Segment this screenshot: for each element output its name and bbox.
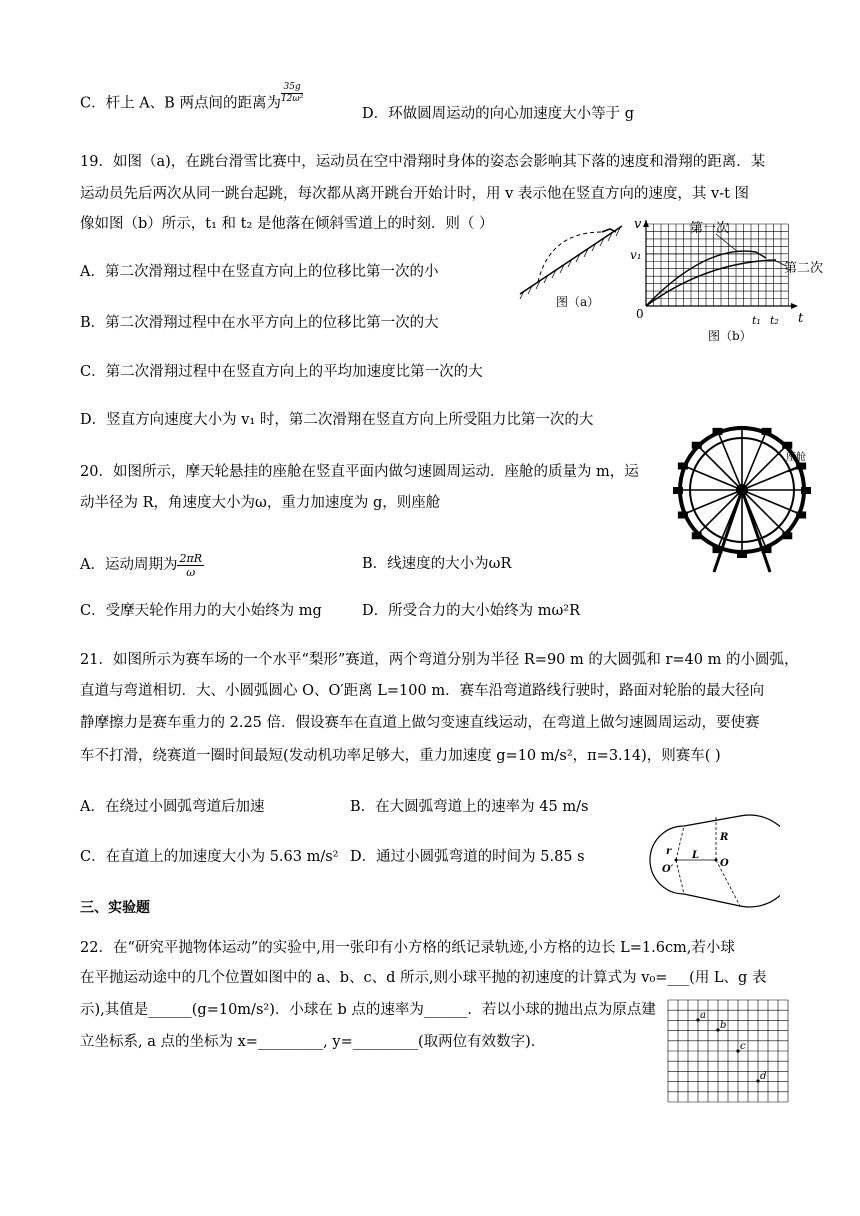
cabin (782, 532, 792, 539)
trajectory-point-label-c: c (740, 1041, 746, 1052)
cabin (678, 511, 688, 518)
cabin (761, 428, 771, 435)
first-leader (716, 234, 738, 252)
q22-stem-line4: 立坐标系, a 点的坐标为 x=_________, y=_________(取两位有效数字)． (80, 1034, 546, 1050)
cabin (737, 551, 747, 558)
q19-option-a: A．第二次滑翔过程中在竖直方向上的位移比第一次的小 (80, 264, 439, 280)
q21-option-a: A．在绕过小圆弧弯道后加速 (80, 799, 265, 815)
q20-stem-line2: 动半径为 R，角速度大小为ω，重力加速度为 g，则座舱 (80, 495, 441, 511)
projectile-grid-figure (666, 998, 792, 1106)
q18-option-d: D．环做圆周运动的向心加速度大小等于 g (362, 106, 635, 122)
wheel-spoke (742, 448, 784, 490)
q22-stem-line3: 示),其值是______(g=10m/s²)．小球在 b 点的速率为______．若以小球的抛出点为原点建 (80, 1002, 656, 1018)
ferris-wheel-figure (666, 426, 846, 576)
figure-b-caption: 图（b） (708, 329, 752, 343)
center-o-label: O (720, 858, 729, 869)
small-radius-line-2 (676, 860, 684, 894)
support-leg (742, 490, 770, 572)
cabin (737, 426, 747, 430)
q18-frac-numerator: 35g (281, 82, 303, 94)
trajectory-point-label-b: b (720, 1020, 727, 1031)
v-axis-label: v (634, 217, 642, 232)
trajectory-point-label-d: d (760, 1071, 767, 1082)
q20-option-c: C．受摩天轮作用力的大小始终为 mg (80, 603, 322, 619)
origin-label: 0 (636, 307, 644, 321)
big-center-dot (715, 859, 718, 862)
series-first-label: 第一次 (690, 221, 730, 236)
vt-graph-figure-b (626, 214, 836, 344)
q21-stem-line2: 直道与弯道相切．大、小圆弧圆心 O、O′距离 L=100 m．赛车沿弯道路线行驶时，路面对轮胎的最大径向 (80, 683, 765, 699)
wheel-spoke (700, 448, 742, 490)
q22-stem-line1: 22．在“研究平抛物体运动”的实验中,用一张印有小方格的纸记录轨迹,小方格的边长 L=1.6cm,若小球 (80, 940, 735, 956)
q20-option-a (80, 548, 204, 582)
q18-option-c-fraction (281, 82, 303, 105)
center-o-prime-label: O′ (662, 864, 674, 875)
small-center-dot (675, 859, 678, 862)
support-leg (714, 490, 742, 572)
flight-path (538, 232, 602, 282)
ferris-wheel (673, 426, 811, 572)
small-radius-line (676, 826, 684, 860)
section-heading: 三、实验题 (80, 900, 150, 916)
series-second-label: 第二次 (784, 261, 824, 276)
q18-option-c (80, 82, 304, 115)
q19-option-c: C．第二次滑翔过程中在竖直方向上的平均加速度比第一次的大 (80, 364, 483, 380)
q21-stem-line1: 21．如图所示为赛车场的一个水平“梨形”赛道，两个弯道分别为半径 R=90 m 的大圆弧和 r=40 m 的小圆弧， (80, 652, 799, 668)
pear-track-figure (640, 810, 780, 910)
q20-stem-line1: 20．如图所示，摩天轮悬挂的座舱在竖直平面内做匀速圆周运动．座舱的质量为 m，运 (80, 464, 639, 480)
cabin (673, 487, 683, 494)
cabin (692, 532, 702, 539)
t-axis-arrow (791, 303, 798, 309)
q18-frac-denominator: 12ω² (280, 94, 304, 104)
t1-label: t₁ (752, 314, 761, 327)
q19-stem-line2: 运动员先后两次从同一跳台起跳，每次都从离开跳台开始计时，用 v 表示他在竖直方向的速度，其 v-t 图 (80, 186, 750, 202)
q21-stem-line4: 车不打滑，绕赛道一圈时间最短(发动机功率足够大，重力加速度 g=10 m/s²，π=3.14)，则赛车( ) (80, 748, 721, 764)
q21-option-c: C．在直道上的加速度大小为 5.63 m/s² (80, 849, 339, 865)
q20-frac-denominator: ω (186, 565, 196, 579)
v-axis-arrow (643, 220, 649, 227)
cabin (678, 463, 688, 470)
skier-icon (602, 229, 616, 232)
q19-option-d: D．竖直方向速度大小为 v₁ 时，第二次滑翔在竖直方向上所受阻力比第一次的大 (80, 412, 594, 428)
q18-option-c-text: C．杆上 A、B 两点间的距离为 (80, 95, 281, 112)
t-axis-label: t (798, 311, 804, 326)
ski-jump-figure-a (510, 220, 630, 320)
q21-option-d: D．通过小圆弧弯道的时间为 5.85 s (350, 849, 585, 865)
cabin (801, 487, 811, 494)
t2-label: t₂ (770, 314, 779, 327)
big-radius-label: R (720, 832, 729, 843)
cabin (692, 442, 702, 449)
cabin-label: 座舱 (786, 452, 806, 463)
figure-a-caption: 图（a） (556, 295, 600, 309)
v1-label: v₁ (630, 248, 642, 262)
curve-second (646, 260, 776, 306)
q20-option-d: D．所受合力的大小始终为 mω²R (362, 603, 581, 619)
q19-stem-line1: 19．如图（a)，在跳台滑雪比赛中，运动员在空中滑翔时身体的姿态会影响其下落的速度和滑翔的距离．某 (80, 154, 766, 170)
q21-option-b: B．在大圆弧弯道上的速率为 45 m/s (350, 799, 589, 815)
cabin (782, 442, 792, 449)
q20-option-a-text: A．运动周期为 (80, 557, 178, 573)
q21-stem-line3: 静摩擦力是赛车重力的 2.25 倍．假设赛车在直道上做匀变速直线运动，在弯道上做匀速圆周运动，要使赛 (80, 715, 760, 731)
slope-hatching (520, 228, 620, 299)
q19-stem-line3: 像如图（b）所示，t₁ 和 t₂ 是他落在倾斜雪道上的时刻．则（ ） (80, 216, 494, 232)
graph-grid (646, 224, 789, 306)
cabin (713, 428, 723, 435)
q19-option-b: B．第二次滑翔过程中在水平方向上的位移比第一次的大 (80, 315, 439, 331)
slope-line (520, 226, 622, 294)
trajectory-point-label-a: a (700, 1010, 706, 1021)
cabin (796, 511, 806, 518)
q20-option-b: B．线速度的大小为ωR (362, 556, 512, 572)
q22-stem-line2: 在平抛运动途中的几个位置如图中的 a、b、c、d 所示,则小球平抛的初速度的计算式为 v₀=___(用 L、g 表 (80, 970, 767, 986)
trajectory-points (696, 1010, 766, 1083)
q20-option-a-fraction (177, 552, 204, 579)
square-grid (668, 1000, 788, 1102)
distance-label: L (692, 850, 700, 861)
small-radius-label: r (666, 846, 672, 857)
q20-frac-numerator: 2πR (179, 551, 202, 565)
